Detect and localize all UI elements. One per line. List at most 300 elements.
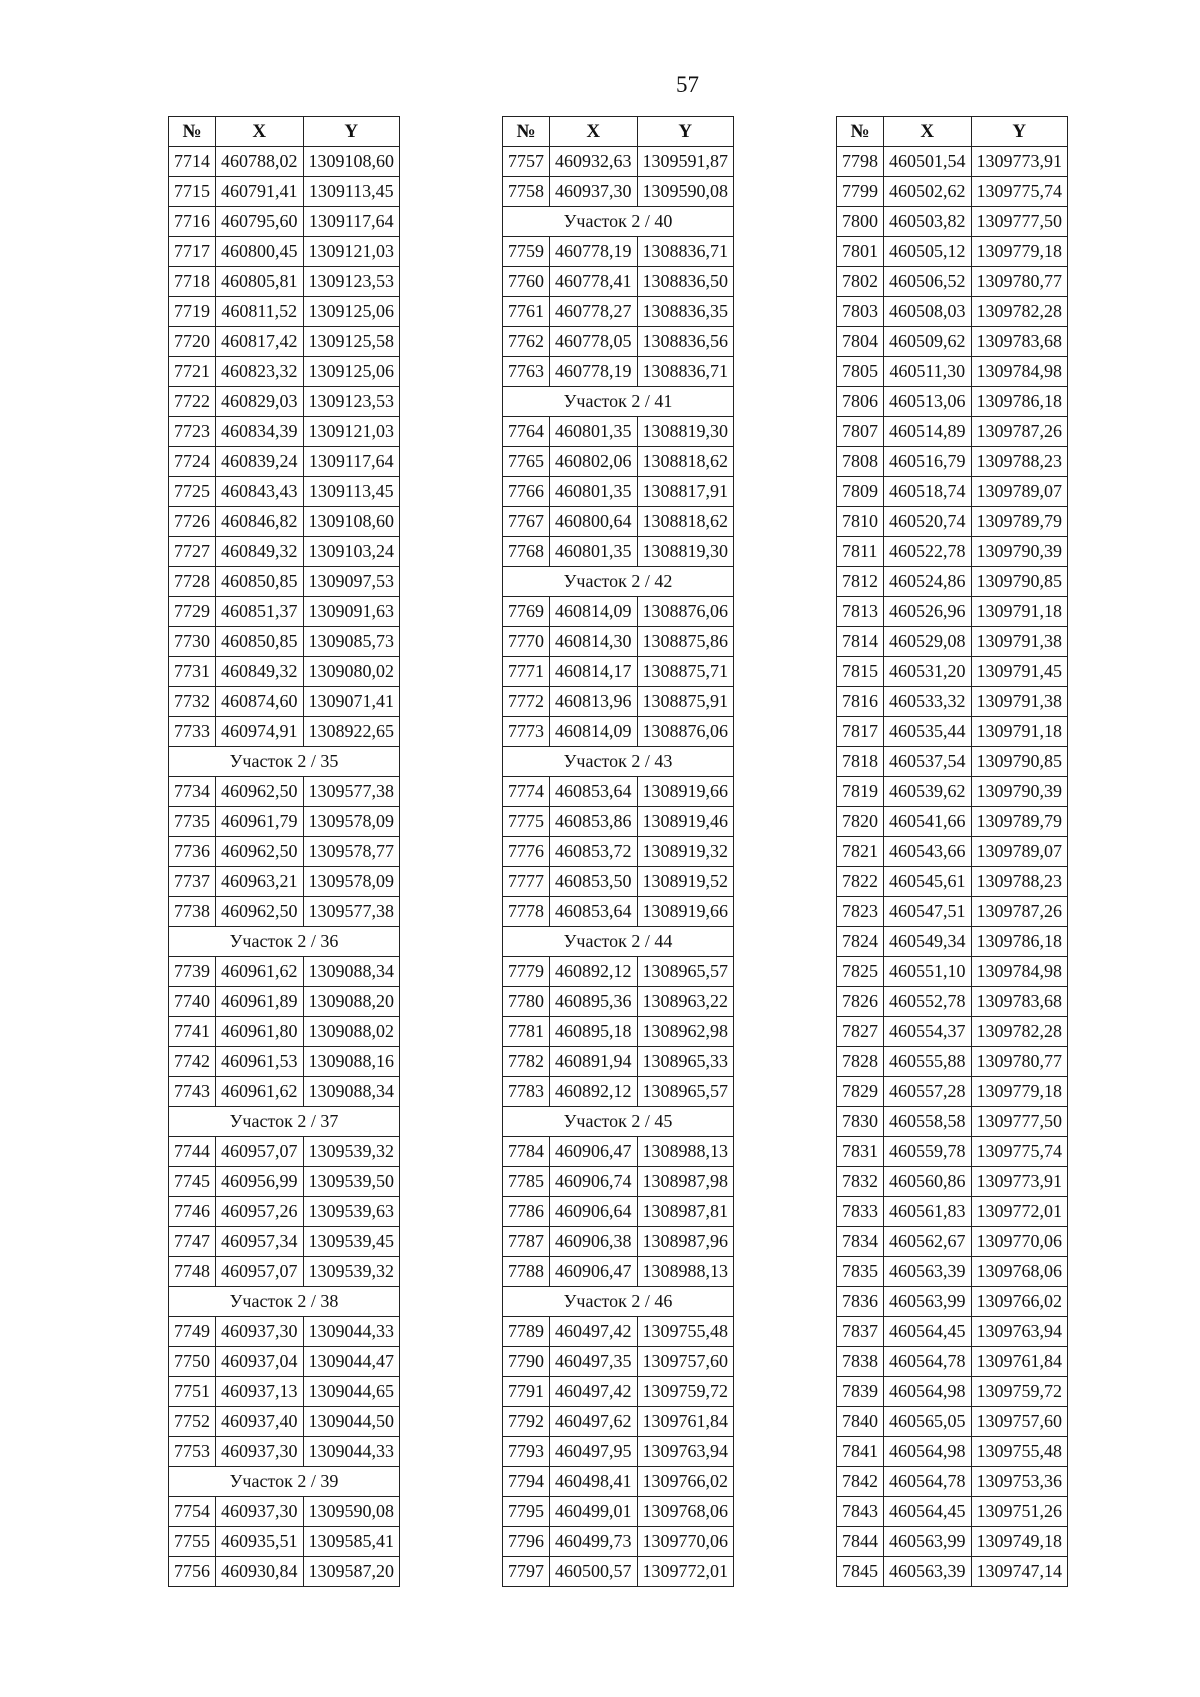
y-coordinate-cell: 1309539,32 xyxy=(303,1257,400,1287)
x-coordinate-cell: 460850,85 xyxy=(216,567,304,597)
x-coordinate-cell: 460937,40 xyxy=(216,1407,304,1437)
x-coordinate-cell: 460778,05 xyxy=(550,327,638,357)
point-number-cell: 7760 xyxy=(503,267,550,297)
x-coordinate-cell: 460526,96 xyxy=(884,597,972,627)
table-row xyxy=(503,597,734,627)
table-row xyxy=(169,777,400,807)
table-row xyxy=(837,1167,1068,1197)
point-number-cell: 7822 xyxy=(837,867,884,897)
y-coordinate-cell: 1309791,18 xyxy=(971,717,1068,747)
point-number-cell: 7838 xyxy=(837,1347,884,1377)
point-number-cell: 7730 xyxy=(169,627,216,657)
section-label: Участок 2 / 39 xyxy=(169,1467,400,1497)
y-coordinate-cell: 1309539,50 xyxy=(303,1167,400,1197)
x-coordinate-cell: 460497,42 xyxy=(550,1377,638,1407)
table-row xyxy=(169,1317,400,1347)
point-number-cell: 7808 xyxy=(837,447,884,477)
point-number-cell: 7812 xyxy=(837,567,884,597)
table-row xyxy=(169,1227,400,1257)
point-number-cell: 7844 xyxy=(837,1527,884,1557)
section-label: Участок 2 / 46 xyxy=(503,1287,734,1317)
y-coordinate-cell: 1309088,02 xyxy=(303,1017,400,1047)
point-number-cell: 7780 xyxy=(503,987,550,1017)
y-coordinate-cell: 1309539,45 xyxy=(303,1227,400,1257)
y-coordinate-cell: 1309763,94 xyxy=(971,1317,1068,1347)
x-coordinate-cell: 460957,07 xyxy=(216,1137,304,1167)
table-row xyxy=(503,1077,734,1107)
y-coordinate-cell: 1308919,66 xyxy=(637,777,734,807)
x-coordinate-cell: 460508,03 xyxy=(884,297,972,327)
x-coordinate-cell: 460778,41 xyxy=(550,267,638,297)
x-coordinate-cell: 460537,54 xyxy=(884,747,972,777)
y-coordinate-cell: 1309780,77 xyxy=(971,1047,1068,1077)
table-row xyxy=(169,1527,400,1557)
point-number-cell: 7786 xyxy=(503,1197,550,1227)
point-number-cell: 7823 xyxy=(837,897,884,927)
point-number-cell: 7763 xyxy=(503,357,550,387)
y-coordinate-cell: 1308987,98 xyxy=(637,1167,734,1197)
y-coordinate-cell: 1308818,62 xyxy=(637,447,734,477)
x-coordinate-cell: 460800,45 xyxy=(216,237,304,267)
point-number-cell: 7789 xyxy=(503,1317,550,1347)
table-row xyxy=(169,567,400,597)
y-coordinate-cell: 1309755,48 xyxy=(971,1437,1068,1467)
y-coordinate-cell: 1309097,53 xyxy=(303,567,400,597)
table-row xyxy=(837,687,1068,717)
point-number-cell: 7801 xyxy=(837,237,884,267)
table-row xyxy=(837,477,1068,507)
y-coordinate-cell: 1309125,58 xyxy=(303,327,400,357)
section-row xyxy=(169,927,400,957)
y-coordinate-cell: 1309789,79 xyxy=(971,807,1068,837)
x-coordinate-cell: 460547,51 xyxy=(884,897,972,927)
table-row xyxy=(837,1197,1068,1227)
y-coordinate-cell: 1308963,22 xyxy=(637,987,734,1017)
point-number-cell: 7827 xyxy=(837,1017,884,1047)
section-row xyxy=(503,1107,734,1137)
y-coordinate-cell: 1309788,23 xyxy=(971,447,1068,477)
table-row xyxy=(837,657,1068,687)
point-number-cell: 7725 xyxy=(169,477,216,507)
point-number-cell: 7837 xyxy=(837,1317,884,1347)
x-coordinate-cell: 460853,50 xyxy=(550,867,638,897)
point-number-cell: 7831 xyxy=(837,1137,884,1167)
point-number-cell: 7835 xyxy=(837,1257,884,1287)
point-number-cell: 7836 xyxy=(837,1287,884,1317)
point-number-cell: 7739 xyxy=(169,957,216,987)
x-coordinate-cell: 460497,62 xyxy=(550,1407,638,1437)
point-number-cell: 7804 xyxy=(837,327,884,357)
y-coordinate-cell: 1309577,38 xyxy=(303,777,400,807)
x-coordinate-cell: 460906,74 xyxy=(550,1167,638,1197)
point-number-cell: 7793 xyxy=(503,1437,550,1467)
y-coordinate-cell: 1309787,26 xyxy=(971,897,1068,927)
header-y: Y xyxy=(637,117,734,147)
y-coordinate-cell: 1309786,18 xyxy=(971,927,1068,957)
x-coordinate-cell: 460539,62 xyxy=(884,777,972,807)
point-number-cell: 7718 xyxy=(169,267,216,297)
section-row xyxy=(169,1467,400,1497)
table-header-row xyxy=(837,117,1068,147)
x-coordinate-cell: 460563,99 xyxy=(884,1287,972,1317)
point-number-cell: 7843 xyxy=(837,1497,884,1527)
x-coordinate-cell: 460957,26 xyxy=(216,1197,304,1227)
point-number-cell: 7765 xyxy=(503,447,550,477)
x-coordinate-cell: 460937,30 xyxy=(550,177,638,207)
point-number-cell: 7785 xyxy=(503,1167,550,1197)
y-coordinate-cell: 1309085,73 xyxy=(303,627,400,657)
y-coordinate-cell: 1309768,06 xyxy=(637,1497,734,1527)
point-number-cell: 7754 xyxy=(169,1497,216,1527)
point-number-cell: 7781 xyxy=(503,1017,550,1047)
section-row xyxy=(503,927,734,957)
point-number-cell: 7832 xyxy=(837,1167,884,1197)
point-number-cell: 7735 xyxy=(169,807,216,837)
point-number-cell: 7828 xyxy=(837,1047,884,1077)
page-number: 57 xyxy=(676,72,699,97)
table-row xyxy=(503,837,734,867)
y-coordinate-cell: 1309071,41 xyxy=(303,687,400,717)
point-number-cell: 7744 xyxy=(169,1137,216,1167)
y-coordinate-cell: 1308876,06 xyxy=(637,717,734,747)
y-coordinate-cell: 1309768,06 xyxy=(971,1257,1068,1287)
table-row xyxy=(503,1527,734,1557)
x-coordinate-cell: 460499,01 xyxy=(550,1497,638,1527)
y-coordinate-cell: 1309787,26 xyxy=(971,417,1068,447)
x-coordinate-cell: 460541,66 xyxy=(884,807,972,837)
table-row xyxy=(503,807,734,837)
section-row xyxy=(503,747,734,777)
x-coordinate-cell: 460853,86 xyxy=(550,807,638,837)
x-coordinate-cell: 460937,04 xyxy=(216,1347,304,1377)
x-coordinate-cell: 460802,06 xyxy=(550,447,638,477)
x-coordinate-cell: 460513,06 xyxy=(884,387,972,417)
table-row xyxy=(503,447,734,477)
table-row xyxy=(837,1137,1068,1167)
point-number-cell: 7806 xyxy=(837,387,884,417)
table-row xyxy=(837,1557,1068,1587)
x-coordinate-cell: 460906,47 xyxy=(550,1137,638,1167)
x-coordinate-cell: 460961,79 xyxy=(216,807,304,837)
point-number-cell: 7798 xyxy=(837,147,884,177)
point-number-cell: 7830 xyxy=(837,1107,884,1137)
y-coordinate-cell: 1308875,86 xyxy=(637,627,734,657)
x-coordinate-cell: 460906,47 xyxy=(550,1257,638,1287)
x-coordinate-cell: 460565,05 xyxy=(884,1407,972,1437)
point-number-cell: 7728 xyxy=(169,567,216,597)
x-coordinate-cell: 460817,42 xyxy=(216,327,304,357)
table-row xyxy=(169,1077,400,1107)
table-row xyxy=(169,537,400,567)
table-row xyxy=(837,1077,1068,1107)
x-coordinate-cell: 460937,30 xyxy=(216,1497,304,1527)
y-coordinate-cell: 1309539,32 xyxy=(303,1137,400,1167)
section-row xyxy=(169,747,400,777)
table-row xyxy=(837,717,1068,747)
y-coordinate-cell: 1309044,33 xyxy=(303,1437,400,1467)
y-coordinate-cell: 1309121,03 xyxy=(303,417,400,447)
x-coordinate-cell: 460563,39 xyxy=(884,1257,972,1287)
y-coordinate-cell: 1309777,50 xyxy=(971,1107,1068,1137)
y-coordinate-cell: 1309088,34 xyxy=(303,1077,400,1107)
table-row xyxy=(837,297,1068,327)
x-coordinate-cell: 460564,78 xyxy=(884,1467,972,1497)
table-row xyxy=(169,987,400,1017)
table-row xyxy=(837,237,1068,267)
x-coordinate-cell: 460839,24 xyxy=(216,447,304,477)
y-coordinate-cell: 1308819,30 xyxy=(637,417,734,447)
table-row xyxy=(169,1197,400,1227)
x-coordinate-cell: 460562,67 xyxy=(884,1227,972,1257)
x-coordinate-cell: 460497,35 xyxy=(550,1347,638,1377)
y-coordinate-cell: 1308919,52 xyxy=(637,867,734,897)
x-coordinate-cell: 460558,58 xyxy=(884,1107,972,1137)
point-number-cell: 7743 xyxy=(169,1077,216,1107)
point-number-cell: 7740 xyxy=(169,987,216,1017)
x-coordinate-cell: 460974,91 xyxy=(216,717,304,747)
table-row xyxy=(837,387,1068,417)
x-coordinate-cell: 460552,78 xyxy=(884,987,972,1017)
y-coordinate-cell: 1309779,18 xyxy=(971,237,1068,267)
x-coordinate-cell: 460543,66 xyxy=(884,837,972,867)
y-coordinate-cell: 1309761,84 xyxy=(971,1347,1068,1377)
point-number-cell: 7771 xyxy=(503,657,550,687)
table-row xyxy=(503,417,734,447)
coordinate-table-3 xyxy=(836,116,1068,1587)
x-coordinate-cell: 460502,62 xyxy=(884,177,972,207)
point-number-cell: 7766 xyxy=(503,477,550,507)
y-coordinate-cell: 1309780,77 xyxy=(971,267,1068,297)
table-row xyxy=(503,1167,734,1197)
point-number-cell: 7753 xyxy=(169,1437,216,1467)
point-number-cell: 7819 xyxy=(837,777,884,807)
y-coordinate-cell: 1308919,32 xyxy=(637,837,734,867)
y-coordinate-cell: 1309775,74 xyxy=(971,177,1068,207)
x-coordinate-cell: 460851,37 xyxy=(216,597,304,627)
point-number-cell: 7756 xyxy=(169,1557,216,1587)
header-number: № xyxy=(837,117,884,147)
y-coordinate-cell: 1309747,14 xyxy=(971,1557,1068,1587)
section-row xyxy=(503,387,734,417)
section-label: Участок 2 / 38 xyxy=(169,1287,400,1317)
table-row xyxy=(837,1437,1068,1467)
y-coordinate-cell: 1309773,91 xyxy=(971,147,1068,177)
point-number-cell: 7794 xyxy=(503,1467,550,1497)
x-coordinate-cell: 460505,12 xyxy=(884,237,972,267)
y-coordinate-cell: 1309763,94 xyxy=(637,1437,734,1467)
table-row xyxy=(837,537,1068,567)
table-row xyxy=(837,267,1068,297)
x-coordinate-cell: 460801,35 xyxy=(550,417,638,447)
table-row xyxy=(503,537,734,567)
point-number-cell: 7772 xyxy=(503,687,550,717)
table-row xyxy=(503,1467,734,1497)
y-coordinate-cell: 1309590,08 xyxy=(303,1497,400,1527)
point-number-cell: 7734 xyxy=(169,777,216,807)
table-row xyxy=(503,1407,734,1437)
y-coordinate-cell: 1309578,09 xyxy=(303,807,400,837)
x-coordinate-cell: 460497,95 xyxy=(550,1437,638,1467)
x-coordinate-cell: 460930,84 xyxy=(216,1557,304,1587)
point-number-cell: 7738 xyxy=(169,897,216,927)
x-coordinate-cell: 460801,35 xyxy=(550,477,638,507)
x-coordinate-cell: 460932,63 xyxy=(550,147,638,177)
x-coordinate-cell: 460563,99 xyxy=(884,1527,972,1557)
table-row xyxy=(837,417,1068,447)
point-number-cell: 7762 xyxy=(503,327,550,357)
x-coordinate-cell: 460962,50 xyxy=(216,777,304,807)
table-row xyxy=(503,1257,734,1287)
x-coordinate-cell: 460891,94 xyxy=(550,1047,638,1077)
point-number-cell: 7732 xyxy=(169,687,216,717)
point-number-cell: 7805 xyxy=(837,357,884,387)
x-coordinate-cell: 460564,98 xyxy=(884,1377,972,1407)
point-number-cell: 7769 xyxy=(503,597,550,627)
x-coordinate-cell: 460853,72 xyxy=(550,837,638,867)
y-coordinate-cell: 1309790,85 xyxy=(971,567,1068,597)
section-label: Участок 2 / 41 xyxy=(503,387,734,417)
point-number-cell: 7775 xyxy=(503,807,550,837)
point-number-cell: 7779 xyxy=(503,957,550,987)
table-row xyxy=(837,1317,1068,1347)
table-row xyxy=(169,1047,400,1077)
point-number-cell: 7768 xyxy=(503,537,550,567)
x-coordinate-cell: 460497,42 xyxy=(550,1317,638,1347)
x-coordinate-cell: 460563,39 xyxy=(884,1557,972,1587)
point-number-cell: 7807 xyxy=(837,417,884,447)
x-coordinate-cell: 460892,12 xyxy=(550,1077,638,1107)
point-number-cell: 7745 xyxy=(169,1167,216,1197)
x-coordinate-cell: 460874,60 xyxy=(216,687,304,717)
table-row xyxy=(169,867,400,897)
coordinate-table-1 xyxy=(168,116,400,1587)
y-coordinate-cell: 1309757,60 xyxy=(971,1407,1068,1437)
point-number-cell: 7755 xyxy=(169,1527,216,1557)
header-x: X xyxy=(216,117,304,147)
point-number-cell: 7717 xyxy=(169,237,216,267)
x-coordinate-cell: 460813,96 xyxy=(550,687,638,717)
table-row xyxy=(837,1017,1068,1047)
x-coordinate-cell: 460554,37 xyxy=(884,1017,972,1047)
x-coordinate-cell: 460778,19 xyxy=(550,357,638,387)
point-number-cell: 7773 xyxy=(503,717,550,747)
x-coordinate-cell: 460788,02 xyxy=(216,147,304,177)
table-row xyxy=(503,1497,734,1527)
point-number-cell: 7722 xyxy=(169,387,216,417)
table-header-row xyxy=(169,117,400,147)
point-number-cell: 7736 xyxy=(169,837,216,867)
y-coordinate-cell: 1309790,39 xyxy=(971,777,1068,807)
x-coordinate-cell: 460533,32 xyxy=(884,687,972,717)
point-number-cell: 7809 xyxy=(837,477,884,507)
x-coordinate-cell: 460957,34 xyxy=(216,1227,304,1257)
y-coordinate-cell: 1309088,16 xyxy=(303,1047,400,1077)
point-number-cell: 7799 xyxy=(837,177,884,207)
point-number-cell: 7817 xyxy=(837,717,884,747)
y-coordinate-cell: 1309770,06 xyxy=(971,1227,1068,1257)
point-number-cell: 7729 xyxy=(169,597,216,627)
section-label: Участок 2 / 35 xyxy=(169,747,400,777)
x-coordinate-cell: 460850,85 xyxy=(216,627,304,657)
table-row xyxy=(837,507,1068,537)
y-coordinate-cell: 1309587,20 xyxy=(303,1557,400,1587)
x-coordinate-cell: 460853,64 xyxy=(550,777,638,807)
section-row xyxy=(503,1287,734,1317)
x-coordinate-cell: 460849,32 xyxy=(216,537,304,567)
y-coordinate-cell: 1308962,98 xyxy=(637,1017,734,1047)
table-row xyxy=(503,717,734,747)
x-coordinate-cell: 460561,83 xyxy=(884,1197,972,1227)
section-label: Участок 2 / 37 xyxy=(169,1107,400,1137)
y-coordinate-cell: 1309772,01 xyxy=(971,1197,1068,1227)
y-coordinate-cell: 1308965,33 xyxy=(637,1047,734,1077)
point-number-cell: 7737 xyxy=(169,867,216,897)
point-number-cell: 7747 xyxy=(169,1227,216,1257)
y-coordinate-cell: 1309789,07 xyxy=(971,477,1068,507)
point-number-cell: 7788 xyxy=(503,1257,550,1287)
point-number-cell: 7821 xyxy=(837,837,884,867)
section-label: Участок 2 / 45 xyxy=(503,1107,734,1137)
header-y: Y xyxy=(303,117,400,147)
table-row xyxy=(169,477,400,507)
table-row xyxy=(503,507,734,537)
y-coordinate-cell: 1308965,57 xyxy=(637,1077,734,1107)
table-header-row xyxy=(503,117,734,147)
x-coordinate-cell: 460805,81 xyxy=(216,267,304,297)
table-row xyxy=(837,567,1068,597)
table-row xyxy=(169,1017,400,1047)
x-coordinate-cell: 460516,79 xyxy=(884,447,972,477)
point-number-cell: 7797 xyxy=(503,1557,550,1587)
x-coordinate-cell: 460956,99 xyxy=(216,1167,304,1197)
point-number-cell: 7721 xyxy=(169,357,216,387)
y-coordinate-cell: 1309753,36 xyxy=(971,1467,1068,1497)
x-coordinate-cell: 460795,60 xyxy=(216,207,304,237)
y-coordinate-cell: 1308988,13 xyxy=(637,1257,734,1287)
x-coordinate-cell: 460551,10 xyxy=(884,957,972,987)
y-coordinate-cell: 1308836,50 xyxy=(637,267,734,297)
table-row xyxy=(169,177,400,207)
x-coordinate-cell: 460962,50 xyxy=(216,837,304,867)
table-row xyxy=(169,147,400,177)
point-number-cell: 7742 xyxy=(169,1047,216,1077)
point-number-cell: 7719 xyxy=(169,297,216,327)
y-coordinate-cell: 1308836,71 xyxy=(637,237,734,267)
x-coordinate-cell: 460518,74 xyxy=(884,477,972,507)
x-coordinate-cell: 460778,27 xyxy=(550,297,638,327)
x-coordinate-cell: 460535,44 xyxy=(884,717,972,747)
y-coordinate-cell: 1308965,57 xyxy=(637,957,734,987)
x-coordinate-cell: 460564,45 xyxy=(884,1497,972,1527)
point-number-cell: 7731 xyxy=(169,657,216,687)
table-row xyxy=(503,477,734,507)
table-row xyxy=(503,1137,734,1167)
table-row xyxy=(169,597,400,627)
table-row xyxy=(503,357,734,387)
table-row xyxy=(837,957,1068,987)
point-number-cell: 7845 xyxy=(837,1557,884,1587)
y-coordinate-cell: 1309125,06 xyxy=(303,297,400,327)
table-row xyxy=(503,1377,734,1407)
y-coordinate-cell: 1309772,01 xyxy=(637,1557,734,1587)
y-coordinate-cell: 1308819,30 xyxy=(637,537,734,567)
table-row xyxy=(837,777,1068,807)
y-coordinate-cell: 1308817,91 xyxy=(637,477,734,507)
y-coordinate-cell: 1309590,08 xyxy=(637,177,734,207)
point-number-cell: 7825 xyxy=(837,957,884,987)
table-row xyxy=(503,1017,734,1047)
point-number-cell: 7748 xyxy=(169,1257,216,1287)
